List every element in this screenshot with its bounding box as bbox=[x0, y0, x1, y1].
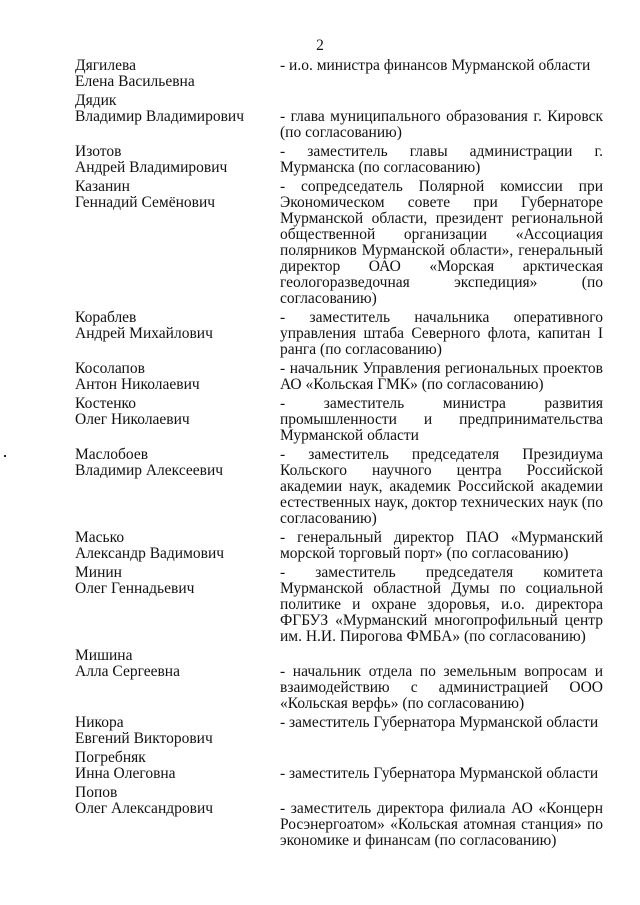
member-name bbox=[75, 144, 280, 176]
member-role: - начальник Управления региональных проектов АО «Кольская ГМК» (по согласованию) bbox=[280, 360, 603, 393]
member-name bbox=[75, 715, 280, 747]
page-number: 2 bbox=[316, 37, 324, 54]
member-surname: Мишина bbox=[75, 647, 133, 664]
member-given-name: Инна Олеговна bbox=[75, 765, 176, 782]
member-row bbox=[75, 144, 603, 176]
member-name bbox=[75, 530, 280, 562]
member-row bbox=[75, 750, 603, 782]
member-row bbox=[75, 565, 603, 645]
member-row bbox=[75, 179, 603, 307]
member-role: - сопредседатель Полярной комиссии при Экономическом совете при Губернаторе Мурманской области, президент региональной общественной организации «Ассоциация полярников Мурманской области», генеральный директор ОАО «Морская арктическая геологоразведочная экспедиция» (по согласованию) bbox=[280, 178, 603, 307]
member-role: - заместитель директора филиала АО «Концерн Росэнергоатом» «Кольская атомная станция» по экономике и финансам (по согласованию) bbox=[280, 800, 603, 849]
member-name bbox=[75, 179, 280, 307]
member-row bbox=[75, 447, 603, 527]
member-name bbox=[75, 396, 280, 444]
member-role: - заместитель министра развития промышленности и предпринимательства Мурманской области bbox=[280, 395, 603, 444]
member-given-name: Владимир Владимирович bbox=[75, 108, 245, 125]
member-name bbox=[75, 750, 280, 782]
member-row bbox=[75, 361, 603, 393]
member-surname: Масько bbox=[75, 529, 125, 546]
member-given-name: Антон Николаевич bbox=[75, 376, 200, 393]
member-role: - заместитель начальника оперативного управления штаба Северного флота, капитан I ранга (по согласованию) bbox=[280, 309, 603, 358]
member-role: - глава муниципального образования г. Кировск (по согласованию) bbox=[280, 108, 603, 141]
member-role: - заместитель председателя Президиума Кольского научного центра Российской академии наук, академик Российской академии естественных наук, доктор технических наук (по согласованию) bbox=[280, 446, 603, 527]
member-name bbox=[75, 447, 280, 527]
member-surname: Кораблев bbox=[75, 309, 137, 326]
member-given-name: Алла Сергеевна bbox=[75, 663, 180, 680]
member-role: - заместитель Губернатора Мурманской области bbox=[280, 765, 599, 782]
member-role: - заместитель Губернатора Мурманской области bbox=[280, 714, 599, 731]
member-row bbox=[75, 785, 603, 849]
member-given-name: Олег Александрович bbox=[75, 800, 214, 817]
member-given-name: Андрей Михайлович bbox=[75, 325, 213, 342]
member-name bbox=[75, 58, 280, 90]
member-name bbox=[75, 93, 280, 141]
margin-mark bbox=[4, 455, 6, 457]
member-row bbox=[75, 715, 603, 747]
member-name bbox=[75, 785, 280, 849]
member-given-name: Геннадий Семёнович bbox=[75, 194, 216, 211]
member-role: - и.о. министра финансов Мурманской области bbox=[280, 57, 591, 74]
member-role: - заместитель председателя комитета Мурманской областной Думы по социальной политике и охране здоровья, и.о. директора ФГБУЗ «Мурманский многопрофильный центр им. Н.И. Пирогова ФМБА» (по согласованию) bbox=[280, 564, 603, 645]
member-surname: Погребняк bbox=[75, 749, 146, 766]
member-surname: Казанин bbox=[75, 178, 130, 195]
member-given-name: Олег Николаевич bbox=[75, 411, 190, 428]
member-given-name: Елена Васильевна bbox=[75, 73, 195, 90]
member-row bbox=[75, 648, 603, 712]
member-role: - начальник отдела по земельным вопросам и взаимодействию с администрацией ООО «Кольская верфь» (по согласованию) bbox=[280, 663, 603, 712]
member-given-name: Андрей Владимирович bbox=[75, 159, 228, 176]
member-surname: Косолапов bbox=[75, 360, 145, 377]
member-given-name: Олег Геннадьевич bbox=[75, 580, 195, 597]
member-row bbox=[75, 530, 603, 562]
member-surname: Никора bbox=[75, 714, 124, 731]
member-surname: Дядик bbox=[75, 92, 117, 109]
member-surname: Дягилева bbox=[75, 57, 136, 74]
member-surname: Попов bbox=[75, 784, 118, 801]
member-row bbox=[75, 396, 603, 444]
member-name bbox=[75, 648, 280, 712]
member-given-name: Владимир Алексеевич bbox=[75, 462, 224, 479]
member-surname: Изотов bbox=[75, 143, 122, 160]
member-role: - генеральный директор ПАО «Мурманский морской торговый порт» (по согласованию) bbox=[280, 529, 603, 562]
member-role: - заместитель главы администрации г. Мурманска (по согласованию) bbox=[280, 143, 603, 176]
member-surname: Маслобоев bbox=[75, 446, 149, 463]
member-given-name: Евгений Викторович bbox=[75, 730, 213, 747]
member-surname: Минин bbox=[75, 564, 122, 581]
member-row bbox=[75, 93, 603, 141]
member-surname: Костенко bbox=[75, 395, 137, 412]
member-given-name: Александр Вадимович bbox=[75, 545, 225, 562]
member-row bbox=[75, 58, 603, 90]
member-row bbox=[75, 310, 603, 358]
member-name bbox=[75, 361, 280, 393]
member-name bbox=[75, 565, 280, 645]
member-name bbox=[75, 310, 280, 358]
member-list bbox=[75, 58, 603, 852]
